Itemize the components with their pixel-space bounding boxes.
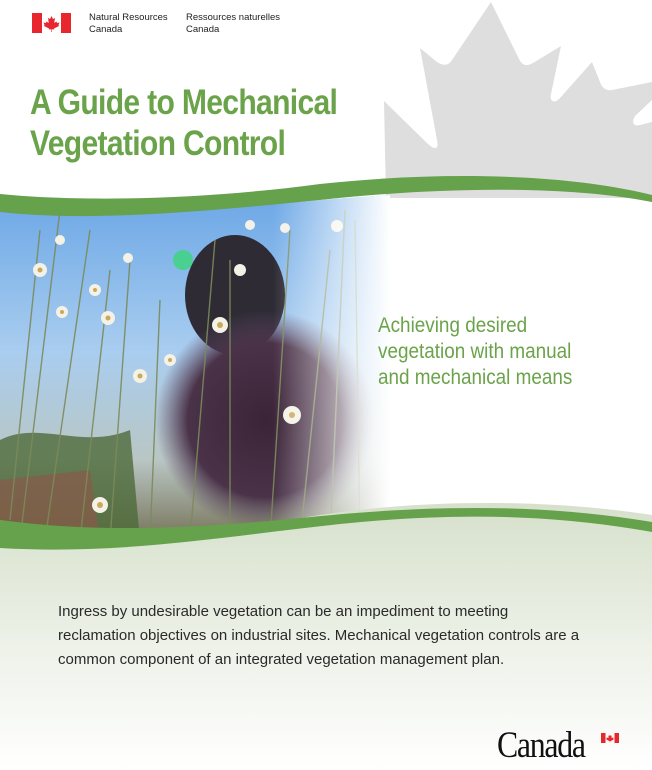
maple-leaf-icon	[384, 2, 652, 198]
title-line-1: A Guide to Mechanical	[30, 83, 338, 122]
fip-signature	[32, 13, 71, 33]
wordmark-flag-icon	[601, 733, 619, 743]
subtitle-line-3: and mechanical means	[378, 366, 573, 389]
department-name-fr	[186, 12, 280, 36]
subtitle-line-1: Achieving desired	[378, 314, 528, 337]
department-fr-line2: Canada	[186, 24, 220, 35]
intro-line-3: common component of an integrated vegetation management plan.	[58, 651, 505, 668]
department-name-en	[89, 12, 168, 36]
document-subtitle	[378, 313, 621, 391]
canada-wordmark: Canada	[497, 725, 585, 766]
department-fr-line1: Ressources naturelles	[186, 12, 280, 23]
department-en-line2: Canada	[89, 24, 123, 35]
intro-line-1: Ingress by undesirable vegetation can be an impediment to meeting	[58, 603, 509, 620]
document-title	[30, 82, 357, 164]
intro-line-2: reclamation objectives on industrial sites. Mechanical vegetation controls are a	[58, 627, 580, 644]
subtitle-line-2: vegetation with manual	[378, 340, 572, 363]
intro-paragraph	[58, 600, 598, 672]
title-line-2: Vegetation Control	[30, 124, 286, 163]
canada-flag-icon	[32, 13, 71, 33]
department-en-line1: Natural Resources	[89, 12, 168, 23]
